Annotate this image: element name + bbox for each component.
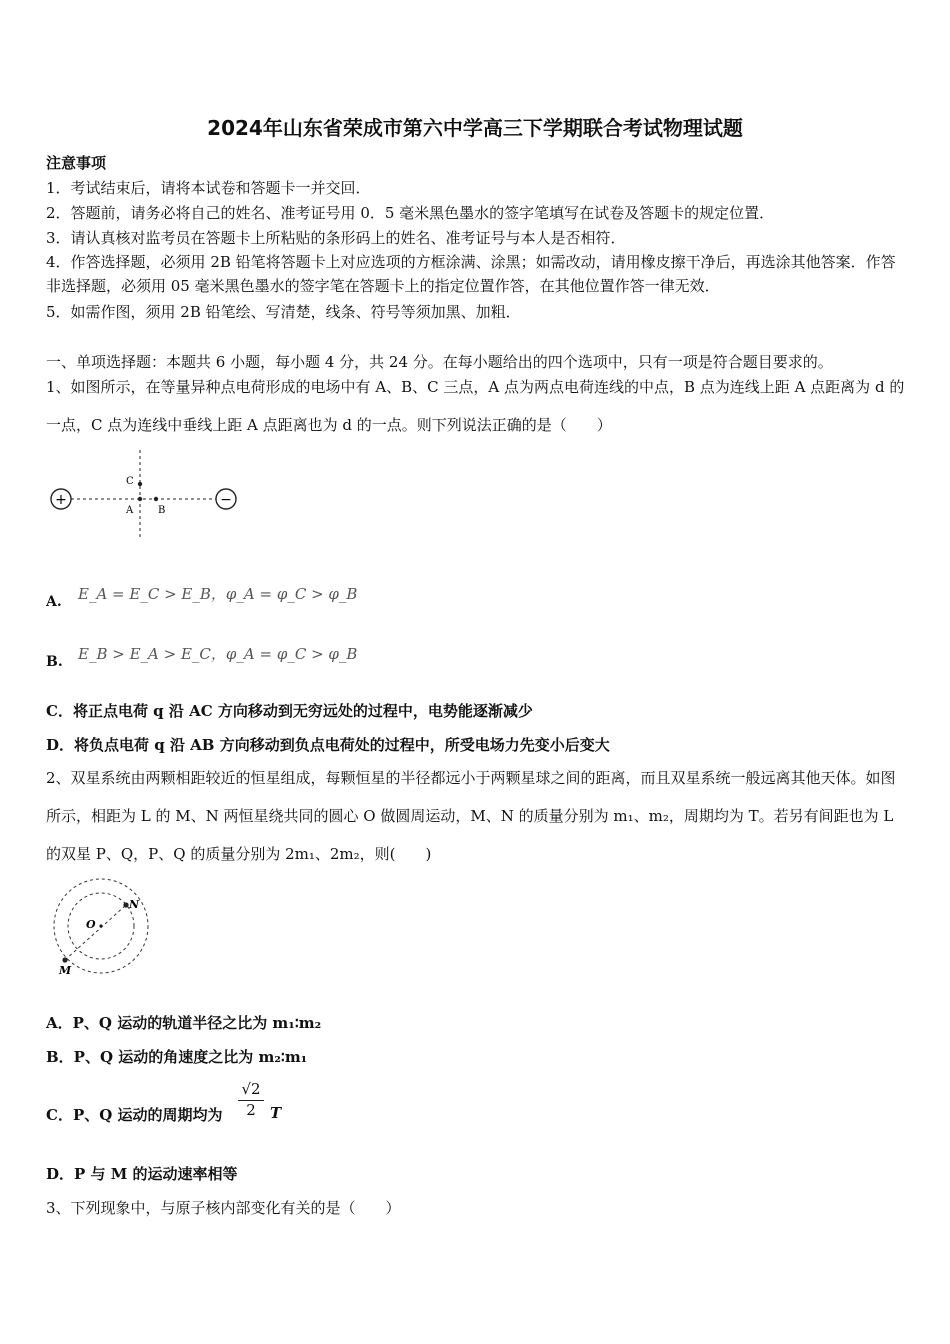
- option-c: C．将正点电荷 q 沿 AC 方向移动到无穷远处的过程中，电势能逐渐减少: [46, 702, 533, 720]
- option-a-formula: E_A = E_C > E_B，φ_A = φ_C > φ_B: [78, 585, 358, 603]
- plus-sign: +: [55, 492, 67, 508]
- minus-sign: −: [220, 492, 232, 508]
- option-a-label: A.: [46, 594, 62, 610]
- notice-item: 3．请认真核对监考员在答题卡上所粘贴的条形码上的姓名、准考证号与本人是否相符．: [46, 229, 626, 247]
- notice-item: 1．考试结束后，请将本试卷和答题卡一并交回．: [46, 179, 371, 197]
- q2-option-a: A．P、Q 运动的轨道半径之比为 m₁∶m₂: [46, 1014, 322, 1032]
- star-n: [123, 902, 128, 907]
- page-title: 2024年山东省荣成市第六中学高三下学期联合考试物理试题: [207, 116, 743, 140]
- q2-option-b: B．P、Q 运动的角速度之比为 m₂∶m₁: [46, 1048, 308, 1066]
- notice-item: 4．作答选择题，必须用 2B 铅笔将答题卡上对应选项的方框涂满、涂黑；如需改动，请用橡皮擦干净后，再选涂其他答案．作答非选择题，必须用 05 毫米黑色墨水的签字笔在答题卡上的指定位置作答，在其他位置作答一律无效．: [46, 253, 896, 295]
- question-2-stem: 2、双星系统由两颗相距较近的恒星组成，每颗恒星的半径都远小于两颗星球之间的距离，而且双星系统一般远离其他天体。如图所示，相距为 L 的 M、N 两恒星绕共同的圆心 O 做圆周运动，M、N 的质量分别为 m₁、m₂，周期均为 T。若另有间距也为 L 的双星 P、Q，P、Q 的质量分别为 2m₁、2m₂，则( ): [46, 769, 896, 863]
- notice-item: 5．如需作图，须用 2B 铅笔绘、写清楚，线条、符号等须加黑、加粗．: [46, 303, 521, 321]
- point-c: [138, 482, 142, 486]
- label-n: N: [129, 898, 140, 911]
- label-b: B: [158, 505, 166, 516]
- fraction-denominator: 2: [246, 1101, 256, 1119]
- star-m: [62, 957, 67, 962]
- center-o: [99, 924, 102, 927]
- notice-item: 2．答题前，请务必将自己的姓名、准考证号用 0．5 毫米黑色墨水的签字笔填写在试卷及答题卡的规定位置．: [46, 204, 775, 222]
- notice-heading: 注意事项: [46, 154, 107, 172]
- option-b-label: B.: [46, 654, 63, 670]
- option-b-formula: E_B > E_A > E_C，φ_A = φ_C > φ_B: [78, 645, 358, 663]
- point-a: [138, 497, 142, 501]
- label-m: M: [59, 964, 72, 977]
- point-b: [154, 497, 158, 501]
- section-heading: 一、单项选择题：本题共 6 小题，每小题 4 分，共 24 分。在每小题给出的四个选项中，只有一项是符合题目要求的。: [46, 353, 833, 371]
- q2-option-c: C．P、Q 运动的周期均为: [46, 1106, 223, 1124]
- label-c: C: [126, 476, 134, 487]
- charge-field-figure: [46, 446, 246, 542]
- q2-option-d: D．P 与 M 的运动速率相等: [46, 1165, 238, 1183]
- q2-option-c-tail: T: [270, 1104, 282, 1122]
- fraction: [236, 1080, 266, 1119]
- label-a: A: [126, 505, 134, 516]
- binary-star-figure: [46, 876, 156, 978]
- question-1-stem: 1、如图所示，在等量异种点电荷形成的电场中有 A、B、C 三点，A 点为两点电荷连线的中点，B 点为连线上距 A 点距离为 d 的一点，C 点为连线中垂线上距 A 点距离也为 d 的一点。则下列说法正确的是（ ）: [46, 378, 905, 434]
- label-o: O: [86, 918, 96, 931]
- fraction-numerator: √2: [241, 1080, 261, 1098]
- question-3-stem: 3、下列现象中，与原子核内部变化有关的是（ ）: [46, 1199, 401, 1217]
- option-d: D．将负点电荷 q 沿 AB 方向移动到负点电荷处的过程中，所受电场力先变小后变大: [46, 736, 610, 754]
- connecting-line: [65, 905, 126, 960]
